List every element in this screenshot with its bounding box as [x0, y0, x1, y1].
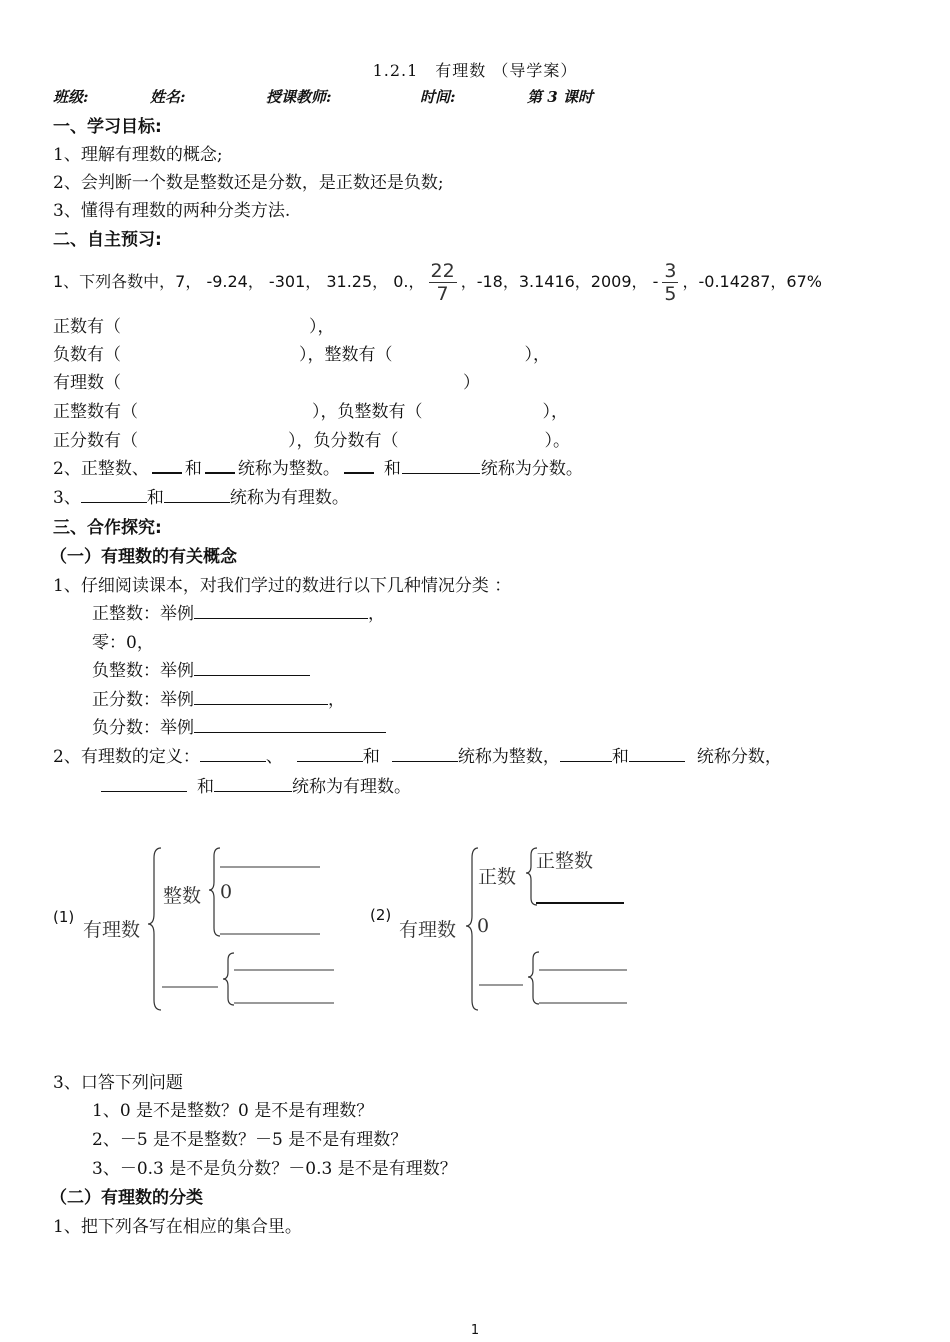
fraction-22-7 [429, 260, 457, 305]
frac2-denominator: 5 [664, 283, 677, 305]
def-g: 和 [197, 777, 214, 797]
frac2-numerator: 3 [664, 260, 677, 282]
rational-end: ） [463, 373, 480, 393]
pos-frac-example-label: 正分数：举例 [92, 690, 194, 710]
positive-line [53, 316, 335, 338]
def-a: 2、有理数的定义： [53, 747, 200, 767]
neg-int-example [92, 660, 310, 682]
tree1-root: 有理数 [83, 919, 141, 941]
pos-int-line [53, 401, 568, 423]
preview-q2 [53, 458, 583, 480]
pos-frac-end: ），负分数有（ [288, 431, 399, 451]
pos-frac-line [53, 430, 570, 452]
lesson-label: 第 3 课时 [527, 88, 593, 106]
subsection2-heading: （二）有理数的分类 [50, 1188, 203, 1208]
pos-int-label: 正整数有（ [53, 402, 138, 422]
tree1-integer: 整数 [163, 885, 202, 907]
def-c: 和 [362, 747, 380, 767]
tree1-label: (1) [53, 908, 75, 926]
section1-heading: 一、学习目标: [53, 117, 162, 137]
tree2-root: 有理数 [399, 919, 457, 941]
pos-int-example [92, 603, 385, 625]
rational-line [53, 372, 480, 394]
preview-q3 [53, 487, 349, 509]
pos-int-comma: ， [368, 604, 385, 624]
def-f: 统称分数， [696, 747, 782, 767]
q3-c: 统称为有理数。 [229, 488, 349, 508]
tree2-positive: 正数 [478, 866, 517, 888]
classification-tree-2 [367, 840, 667, 1020]
pos-frac-example [92, 689, 345, 711]
pos-int-end: ），负整数有（ [312, 402, 423, 422]
tree1-zero: 0 [220, 881, 233, 903]
explore-q1: 1、仔细阅读课本，对我们学过的数进行以下几种情况分类 ： [53, 576, 512, 596]
definition-line-1 [53, 746, 782, 768]
q2-d: 和 [383, 459, 401, 479]
integer-end: ）， [524, 345, 550, 365]
class-label: 班级: [53, 88, 89, 106]
q1-prefix: 1、下列各数中，7， -9.24， -301， 31.25， 0.， [53, 272, 425, 291]
def-d: 统称为整数， [457, 747, 560, 767]
time-label: 时间: [420, 88, 456, 106]
q2-c: 统称为整数。 [237, 459, 340, 479]
section2-heading: 二、自主预习: [53, 230, 162, 250]
def-e: 和 [611, 747, 629, 767]
negative-label: 负数有（ [53, 345, 121, 365]
neg-frac-example-label: 负分数：举例 [92, 718, 194, 738]
fraction-3-5 [662, 260, 678, 305]
neg-int-end: ）， [542, 402, 568, 422]
tree2-positive-integer: 正整数 [536, 850, 594, 872]
goal-3: 3、懂得有理数的两种分类方法. [53, 201, 291, 221]
negative-line [53, 344, 550, 366]
q3-a: 3、 [53, 488, 81, 508]
q1-suffix: ，-0.14287，67% [682, 272, 822, 291]
definition-line-2 [101, 776, 411, 798]
pos-frac-label: 正分数有（ [53, 431, 138, 451]
q2-e: 统称为分数。 [480, 459, 583, 479]
section3-heading: 三、合作探究: [53, 518, 162, 538]
neg-frac-example [92, 717, 386, 739]
frac1-numerator: 22 [430, 260, 455, 282]
neg-int-example-label: 负整数：举例 [92, 661, 194, 681]
teacher-label: 授课教师: [266, 88, 332, 106]
pos-frac-comma: ， [328, 690, 345, 710]
oral-item-3: 3、－0.3 是不是负分数？－0.3 是不是有理数？ [92, 1159, 457, 1179]
def-b: 、 [265, 747, 283, 767]
q2-a: 2、正整数、 [53, 459, 149, 479]
q2-b: 和 [184, 459, 202, 479]
goal-1: 1、理解有理数的概念; [53, 145, 223, 165]
positive-label: 正数有（ [53, 317, 121, 337]
tree2-zero: 0 [477, 915, 490, 937]
preview-q1 [53, 259, 822, 305]
page-number: 1 [470, 1323, 480, 1338]
neg-frac-end: ）。 [544, 431, 570, 451]
frac1-denominator: 7 [429, 282, 457, 305]
tree2-label: (2) [370, 906, 392, 924]
goal-2: 2、会判断一个数是整数还是分数，是正数还是负数; [53, 173, 444, 193]
classify-q1: 1、把下列各写在相应的集合里。 [53, 1217, 302, 1237]
def-h: 统称为有理数。 [292, 777, 411, 797]
positive-end: ）， [309, 317, 335, 337]
negative-end: ），整数有（ [299, 345, 393, 365]
oral-item-1: 1、0 是不是整数？0 是不是有理数？ [92, 1101, 374, 1121]
page-title: 1.2.1 有理数 （导学案） [372, 61, 578, 80]
oral-q3: 3、口答下列问题 [53, 1073, 183, 1093]
rational-label: 有理数（ [53, 373, 121, 393]
pos-int-example-label: 正整数：举例 [92, 604, 194, 624]
name-label: 姓名: [150, 88, 186, 106]
q3-b: 和 [146, 488, 164, 508]
q1-mid: ，-18，3.1416，2009， - [460, 272, 659, 291]
oral-item-2: 2、－5 是不是整数？－5 是不是有理数？ [92, 1130, 408, 1150]
zero-line: 零：0， [92, 633, 154, 653]
classification-tree-1 [50, 840, 350, 1020]
subsection1-heading: （一）有理数的有关概念 [50, 547, 237, 567]
